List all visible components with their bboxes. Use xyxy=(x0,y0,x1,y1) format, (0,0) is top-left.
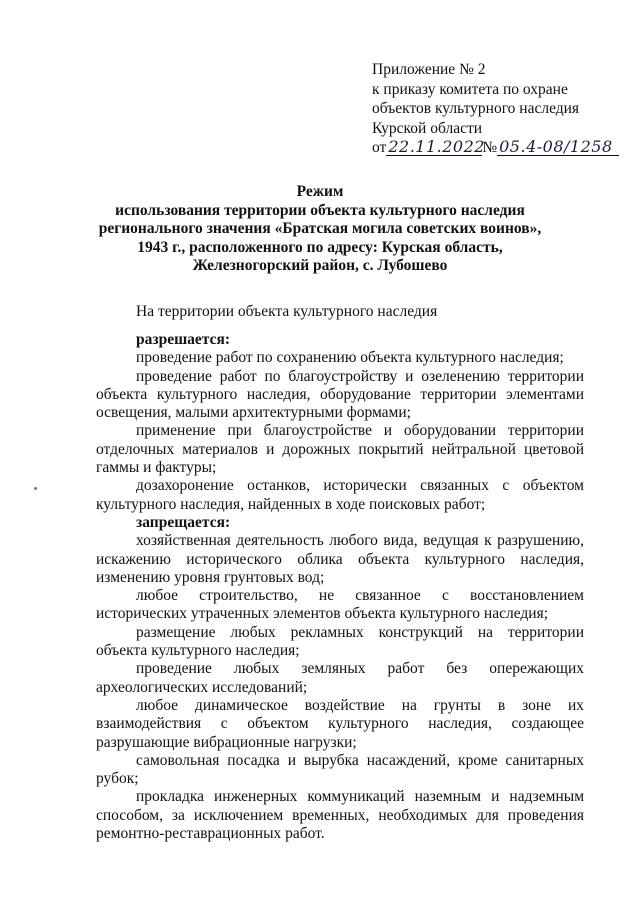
forbidden-item: размещение любых рекламных конструкций на территории объекта культурного наследия; xyxy=(96,623,584,660)
appendix-region: Курской области xyxy=(372,119,483,137)
title-line-5: Железногорский район, с. Лубошево xyxy=(192,257,448,274)
forbidden-heading: запрещается: xyxy=(136,513,231,531)
appendix-order-ref: к приказу комитета по охране xyxy=(372,80,568,98)
intro-sentence: На территории объекта культурного наследия xyxy=(136,303,438,320)
allowed-item: дозахоронение останков, исторически связанных с объектом культурного наследия, найденных в ходе поисковых работ; xyxy=(96,477,584,513)
forbidden-item: любое динамическое воздействие на грунты в зоне их взаимодействия с объектом культурного наследия, создающее разрушающие вибрационные нагрузки; xyxy=(96,696,584,751)
appendix-block xyxy=(372,60,632,158)
forbidden-item: любое строительство, не связанное с восстановлением исторических утраченных элементов объекта культурного наследия; xyxy=(96,587,584,623)
allowed-heading: разрешается: xyxy=(136,331,231,348)
handwritten-order-number: 05.4-08/1258 xyxy=(497,138,619,156)
allowed-item: применение при благоустройстве и оборудовании территории отделочных материалов и дорожных покрытий нейтральной цветовой гаммы и фактуры; xyxy=(96,422,584,477)
allowed-item: проведение работ по сохранению объекта культурного наследия; xyxy=(136,349,564,367)
forbidden-item: самовольная посадка и вырубка насаждений, кроме санитарных рубок; xyxy=(96,751,584,788)
title-line-1: Режим xyxy=(296,183,344,200)
title-line-3: регионального значения «Братская могила советских воинов», xyxy=(98,220,542,237)
scan-dot xyxy=(34,487,37,490)
regime-body xyxy=(96,331,584,843)
order-date-number-line xyxy=(372,138,632,158)
document-title xyxy=(80,183,560,276)
title-line-2: использования территории объекта культурного наследия xyxy=(115,201,525,219)
title-line-4: 1943 г., расположенного по адресу: Курская область, xyxy=(137,238,503,256)
forbidden-item: хозяйственная деятельность любого вида, ведущая к разрушению, искажению исторического облика объекта культурного наследия, изменению уровня грунтовых вод; xyxy=(96,532,584,586)
allowed-item: проведение работ по благоустройству и озеленению территории объекта культурного наследия, оборудование территории элементами освещения, малыми архитектурными формами; xyxy=(96,367,584,422)
number-sign: № xyxy=(482,139,498,156)
appendix-number: Приложение № 2 xyxy=(372,61,486,78)
forbidden-item: прокладка инженерных коммуникаций наземным и надземным способом, за исключением временных, необходимых для проведения ремонтно-реставрационных работ. xyxy=(96,788,584,843)
appendix-committee: объектов культурного наследия xyxy=(372,100,580,117)
handwritten-date: 22.11.2022 xyxy=(388,137,485,156)
forbidden-item: проведение любых земляных работ без опережающих археологических исследований; xyxy=(96,660,584,696)
from-prefix: от xyxy=(372,139,387,156)
